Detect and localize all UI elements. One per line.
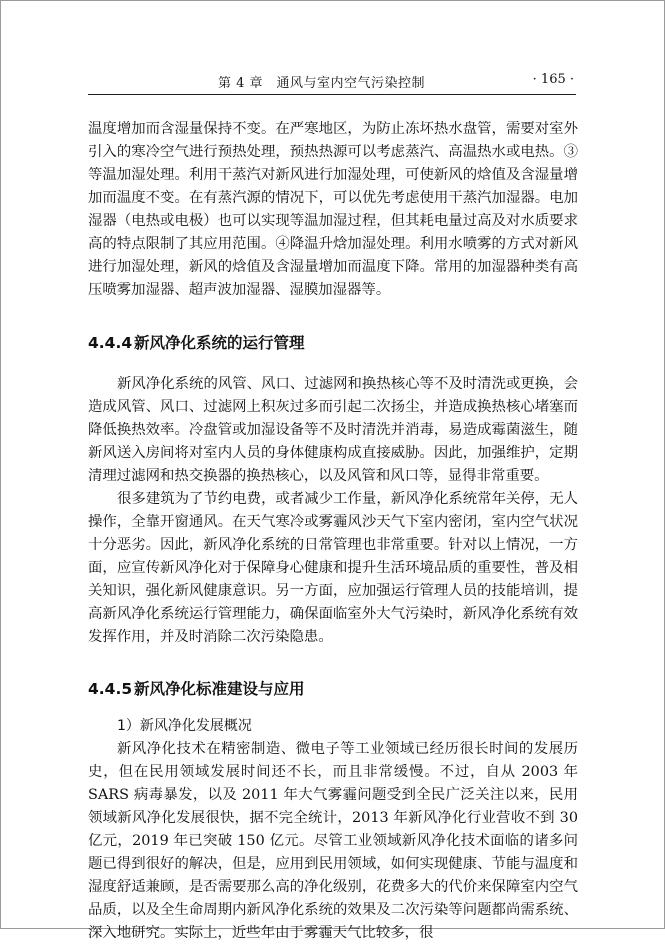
paragraph: 新风净化技术在精密制造、微电子等工业领域已经历很长时间的发展历史，但在民用领域发展时间还不长，而且非常缓慢。不过，自从 2003 年 SARS 病毒暴发，以及 2011 年大气雾霾问题受到全民广泛关注以来，民用领域新风净化发展很快，据不完全统计，2013 年新风净化行业营收不到 30 亿元，2019 年已突破 150 亿元。尽管工业领域新风净化技术面临的诸多问题已得到很好的解决，但是，应用到民用领域，如何实现健康、节能与温度和湿度舒适兼顾，是否需要那么高的净化级别，花费多大的代价来保障室内空气品质，以及全生命周期内新风净化系统的效果及二次污染等问题都尚需系统、深入地研究。实际上，近些年由于雾霾天气比较多，很 — [88, 741, 578, 941]
section-title: 新风净化标准建设与应用 — [134, 680, 305, 698]
section-heading-445 — [88, 677, 578, 701]
paragraph: 新风净化系统的风管、风口、过滤网和换热核心等不及时清洗或更换，会造成风管、风口、过滤网上积灰过多而引起二次扬尘，并造成换热核心堵塞而降低换热效率。冷盘管或加湿设备等不及时清洗并消毒，易造成霉菌滋生，随新风送入房间将对室内人员的身体健康构成直接威胁。因此，加强维护，定期清理过滤网和热交换器的换热核心，以及风管和风口等，显得非常重要。 — [88, 376, 578, 484]
section-number: 4.4.5 — [88, 680, 133, 698]
paragraph: 很多建筑为了节约电费，或者减少工作量，新风净化系统常年关停，无人操作，全靠开窗通风。在天气寒冷或雾霾风沙天气下室内密闭，室内空气状况十分恶劣。因此，新风净化系统的日常管理也非常重要。针对以上情况，一方面，应宣传新风净化对于保障身心健康和提升生活环境品质的重要性，普及相关知识，强化新风健康意识。另一方面，应加强运行管理人员的技能培训，提高新风净化系统运行管理能力，确保面临室外大气污染时，新风净化系统有效发挥作用，并及时消除二次污染隐患。 — [88, 491, 578, 645]
running-title: 第 4 章 通风与室内空气污染控制 — [218, 76, 426, 91]
section-title: 新风净化系统的运行管理 — [134, 334, 305, 352]
running-header — [88, 72, 576, 95]
continued-paragraph: 温度增加而含湿量保持不变。在严寒地区，为防止冻坏热水盘管，需要对室外引入的寒冷空气进行预热处理，预热热源可以考虑蒸汽、高温热水或电热。③等温加湿处理。利用干蒸汽对新风进行加湿处理，可使新风的焓值及含湿量增加而温度不变。在有蒸汽源的情况下，可以优先考虑使用干蒸汽加湿器。电加湿器（电热或电极）也可以实现等温加湿过程，但其耗电量过高及对水质要求高的特点限制了其应用范围。④降温升焓加湿处理。利用水喷雾的方式对新风进行加湿处理，新风的焓值及含湿量增加而温度下降。常用的加湿器种类有高压喷雾加湿器、超声波加湿器、湿膜加湿器等。 — [88, 121, 578, 298]
page-body — [88, 118, 578, 945]
subheading: 1）新风净化发展概况 — [117, 718, 252, 734]
section-heading-444 — [88, 331, 578, 355]
page-number: · 165 · — [532, 72, 574, 87]
section-number: 4.4.4 — [88, 334, 133, 352]
